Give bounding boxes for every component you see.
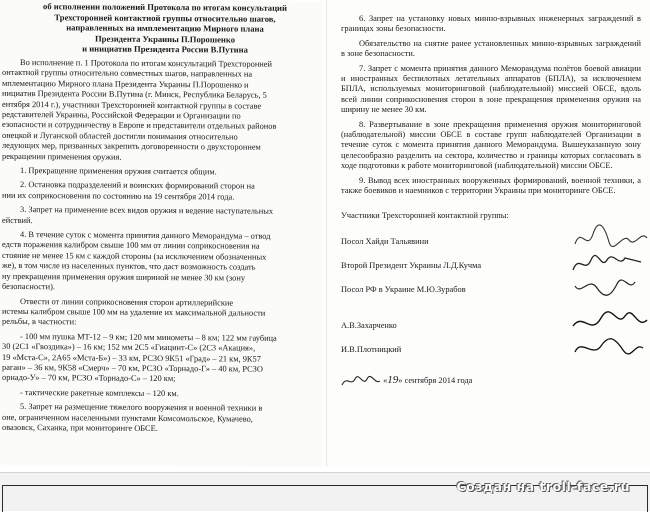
signatory-name: И.В.Плотницкий	[341, 344, 402, 354]
clause-4	[2, 230, 316, 295]
signing-date	[341, 370, 650, 390]
clause-line: ействий.	[2, 215, 33, 225]
clause-line: 4. В течение суток с момента принятия данного Меморандума – отвод	[20, 230, 271, 241]
clause-2	[2, 180, 316, 203]
intro-line: мплементацию Мирного плана Президента Украины П.Порошенко и	[2, 78, 249, 90]
date-suffix: » сентября 2014 года	[398, 375, 473, 385]
header-line: направленных на имплементацию Мирного плана	[66, 22, 264, 34]
signatory-row	[341, 338, 650, 362]
clause-line: рельбы, в частности:	[2, 317, 77, 327]
signature-scribble	[571, 332, 650, 362]
clause-line: 1. Прекращение применения оружия считается общим.	[20, 166, 217, 177]
intro-line: нициатив Президента России В.Путина (г. Минск, Республика Беларусь, 5	[2, 89, 267, 100]
clause-line: истемы калибром свыше 100 мм на удаление их максимальной дальности	[2, 306, 266, 318]
header-line: об исполнении положений Протокола по итогам консультаций	[43, 1, 287, 13]
watermark-text: Создан на troll-face.ru	[456, 479, 630, 494]
intro-line: онецкой и Луганской областей достигли понимания относительно	[2, 130, 238, 142]
clause-line: 2. Остановка подразделений и воинских формирований сторон на	[20, 180, 255, 192]
clause-line: стояние не менее 15 км с каждой стороны (за исключением обозначенных	[2, 250, 267, 262]
header-line: и инициатив Президента России В.Путина	[82, 43, 248, 55]
weapons-line: раган» – 36 км, 9К58 «Смерч» – 70 км, РСЗО «Торнадо-Г» – 40 км, РСЗО	[2, 362, 263, 374]
intro-line: ледующих мер, призванных закрепить договоренности о двухстороннем	[2, 141, 261, 152]
clause-line: оне, ограниченном населенными пунктами Комсомольское, Кумачево,	[2, 412, 253, 424]
clause-5	[2, 402, 316, 435]
intro-line: ентября 2014 г.), участники Трехсторонней контактной группы в составе	[2, 99, 262, 111]
weapons-list	[2, 332, 316, 386]
clause-3	[2, 205, 316, 228]
intro-paragraph	[2, 58, 316, 164]
footer-bar	[0, 472, 650, 511]
clause-6-removal: Обязательство на снятие ранее установленных минно-взрывных заграждений в зоне безопасности.	[341, 38, 641, 59]
signatory-name: А.В.Захарченко	[341, 320, 397, 330]
clause-1	[2, 166, 316, 179]
clause-7: 7. Запрет с момента принятия данного Меморандума полётов боевой авиации и иностранных беспилотных летательных аппаратов (БПЛА), за исключением БПЛА, используемых мониторинговой (наблюдательной) миссией ОБСЕ, вдоль всей линии соприкосновения сторон в зоне прекращения применения оружия на ширину не менее 30 км.	[341, 63, 641, 115]
left-page	[0, 0, 322, 467]
weapons-line: - 100 мм пушка МТ-12 – 9 км; 120 мм минометы – 8 км; 122 мм гаубица	[20, 331, 277, 343]
intro-line: рекращении применения оружия.	[2, 151, 122, 162]
signatory-name: Второй Президент Украины Л.Д.Кучма	[341, 260, 482, 270]
clause-6: 6. Запрет на установку новых минно-взрывных инженерных заграждений в границах зоны безопасности.	[341, 14, 641, 34]
weapons-line: орнадо-У» – 70 км, РСЗО «Торнадо-С» – 120 км;	[2, 373, 176, 384]
signatory-row	[341, 278, 650, 302]
date-day: 19	[387, 373, 399, 386]
clause-line: Отвести от линии соприкосновения сторон артиллерийские	[20, 296, 234, 308]
clause-8: 8. Развертывание в зоне прекращения применения оружия мониторинговой (наблюдательной) миссии ОБСЕ в составе групп наблюдателей Организации в течение суток с момента принятия данного Меморандума. Вышеуказанную зону целесообразно разделить на сектора, количество и границы которых согласовать в ходе подготовки к работе мониторинговой (наблюдательной) миссии ОБСЕ.	[341, 119, 641, 171]
intro-line: езопасности и сотрудничеству в Европе и представители отдельных районов	[2, 120, 277, 132]
signature-scribble	[571, 272, 650, 302]
header-line: Трехсторонней контактной группы относительно шагов,	[54, 11, 276, 24]
tactical-missiles	[2, 388, 316, 401]
clause-line: едств поражения калибром свыше 100 мм от линии соприкосновения на	[2, 240, 260, 252]
intro-line: редставителей Украины, Российской Федерации и Организации по	[2, 109, 241, 121]
clause-4-artillery	[2, 296, 316, 329]
intro-line: онтактной группы относительно совместных шагов, направленных на	[2, 68, 253, 80]
clause-line: овазовск, Саханка, при мониторинге ОБСЕ.	[2, 422, 158, 433]
weapons-line: 30 (2С1 «Гвоздика») – 16 км; 152 мм 2С5 «Гиацинт-С» (2С3 «Акация»,	[2, 342, 256, 353]
signatory-name: Посол РФ в Украине М.Ю.Зурабов	[341, 284, 466, 294]
header-line: Президента Украины П.Порошенко	[94, 33, 235, 45]
weapons-line: 19 «Мста-С», 2А65 «Мста-Б») – 33 км, РСЗО 9К51 «Град» – 21 км, 9К57	[2, 352, 261, 364]
clause-line: нии их соприкосновения по состоянию на 19 сентября 2014 года.	[2, 190, 235, 202]
document-header	[14, 1, 316, 56]
clause-line: 5. Запрет на размещение тяжелого вооружения и военной техники в	[20, 402, 263, 413]
signature-scribble	[341, 373, 381, 389]
clause-line: ну прекращения применения оружия шириной не менее 30 км (зону	[2, 271, 246, 283]
date-prefix: «	[383, 375, 388, 385]
clause-9: 9. Вывод всех иностранных вооруженных формирований, военной техники, а также боевиков и наемников с территории Украины при мониторинге ОБСЕ.	[341, 175, 641, 196]
intro-line: Во исполнение п. 1 Протокола по итогам консультаций Трехсторонней	[20, 57, 272, 69]
signatory-name: Посол Хайди Тальявини	[341, 236, 429, 246]
clause-line: же), в том числе из населенных пунктов, что даст возможность создать	[2, 261, 256, 272]
clause-line: 3. Запрет на применение всех видов оружия и ведение наступательных	[20, 205, 274, 217]
clause-line: безопасности).	[2, 281, 55, 292]
participants-title: Участники Трехсторонней контактной группы:	[341, 210, 509, 220]
clause-line: - тактические ракетные комплексы – 120 км.	[20, 387, 179, 398]
right-page	[326, 0, 650, 466]
